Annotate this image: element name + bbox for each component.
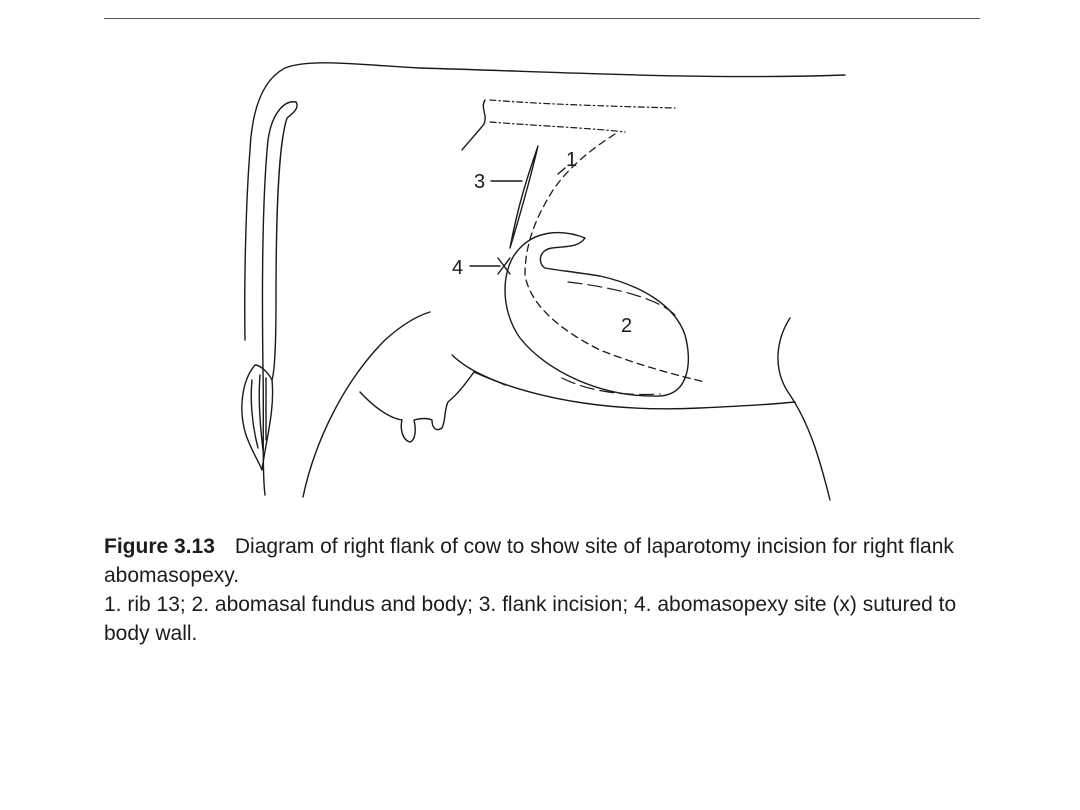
callout-1: 1 [566, 149, 578, 171]
callout-2: 2 [621, 315, 633, 337]
hip-outline [462, 100, 485, 150]
figure-title: Diagram of right flank of cow to show site of laparotomy incision for right flank abomasopexy. [104, 535, 954, 587]
abomasum-lower-curve [562, 378, 660, 394]
abomasum-inner-curve [568, 282, 675, 315]
leader-line-1 [558, 168, 565, 174]
callout-3: 3 [474, 171, 486, 193]
top-rule [104, 18, 980, 19]
cow-udder [360, 372, 474, 442]
rib-13-line [525, 134, 705, 382]
cow-tail-switch [242, 365, 273, 470]
transverse-process-line [490, 122, 625, 132]
cow-tail-inner [272, 102, 297, 380]
abomasum-outline [505, 233, 688, 397]
cow-flank-diagram [230, 55, 860, 505]
figure-caption [104, 532, 984, 648]
figure-legend: 1. rib 13; 2. abomasal fundus and body; 3. flank incision; 4. abomasopexy site (x) sutured to body wall. [104, 593, 957, 645]
cow-foreleg [778, 318, 830, 500]
cow-udder-top [452, 355, 505, 385]
cow-back-outline [245, 63, 845, 340]
flank-incision [510, 146, 538, 248]
cow-belly [474, 372, 795, 409]
callout-4: 4 [452, 257, 464, 279]
tuber-coxae-line [490, 100, 675, 108]
diagram-svg [230, 55, 860, 505]
figure-label: Figure 3.13 [104, 535, 215, 558]
cow-hind-leg [303, 312, 430, 497]
caption-title-line [104, 532, 984, 590]
